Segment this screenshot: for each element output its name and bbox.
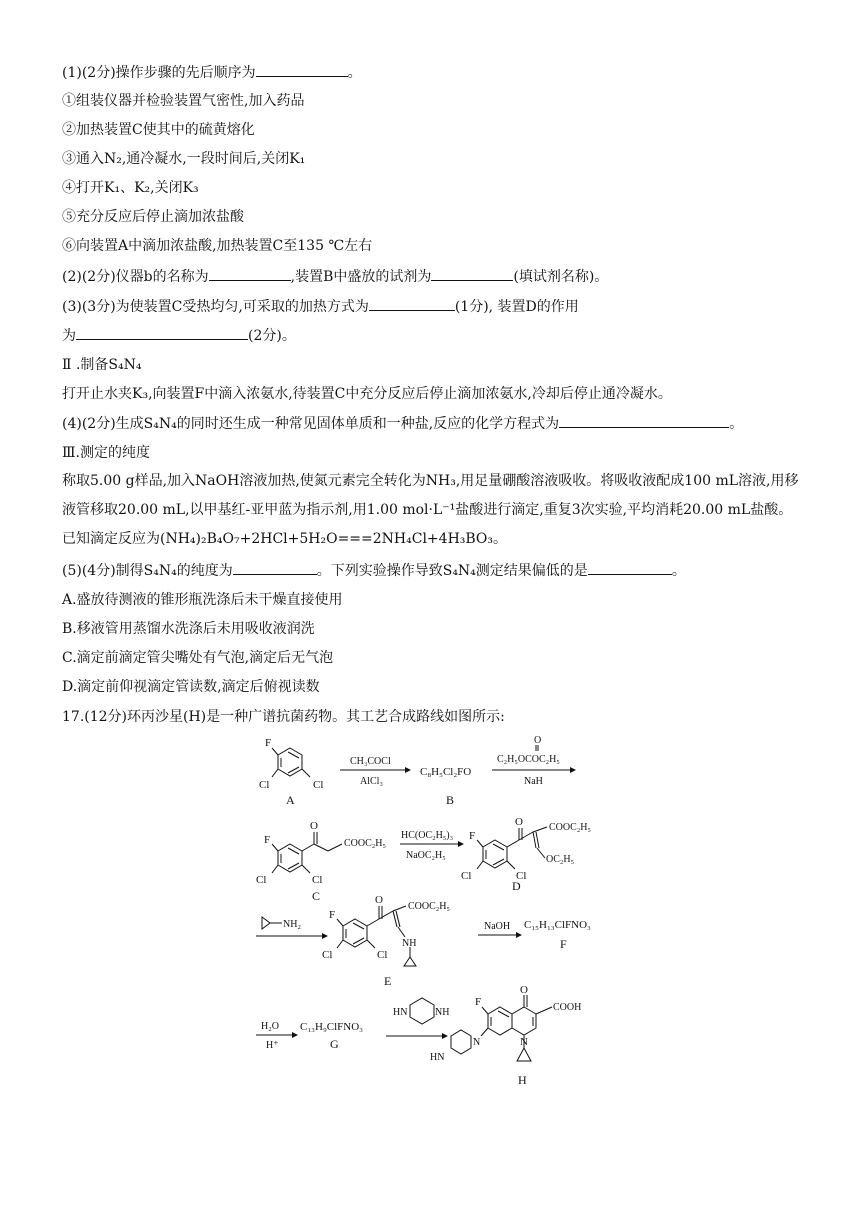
group-ethoxy: OC₂H₅ [546, 854, 575, 865]
section-2-text: 打开止水夹K₃,向装置F中滴入浓氨水,待装置C中充分反应后停止滴加浓氨水,冷却后停止通冷凝水。 [62, 386, 672, 402]
atom-hn: HN [393, 1007, 408, 1018]
group-cooh: COOH [553, 1002, 582, 1013]
q3-prompt [62, 296, 579, 317]
section-3-text: 称取5.00 g样品,加入NaOH溶液加热,使氮元素完全转化为NH₃,用足量硼酸溶液吸收。将吸收液配成100 mL溶液,用移液管移取20.00 mL,以甲基红-亚甲蓝为指示剂,用1.00 mol·L⁻¹盐酸进行滴定,重复3次实验,平均消耗20.00 mL盐酸。已知滴定反应为(NH₄)₂B₄O₇+2HCl+5H₂O===2NH₄Cl+4H₃BO₃。 [62, 473, 799, 547]
atom-o: O [520, 984, 528, 996]
q5-prompt [62, 560, 686, 581]
atom-n: N [473, 1037, 481, 1048]
atom-cl: Cl [322, 949, 333, 961]
q2-part1: (2)(2分)仪器b的名称为 [62, 269, 209, 285]
label-h: H [518, 1073, 527, 1087]
compound-h-structure [430, 984, 581, 1063]
answer-blank[interactable] [233, 560, 317, 575]
q2-prompt [62, 266, 608, 287]
q3-part4: (2分)。 [248, 328, 296, 344]
reagent-orthoformate: HC(OC₂H₅)₃ [401, 830, 454, 841]
group-nh: NH [402, 938, 417, 949]
step-1: ①组装仪器并检验装置气密性,加入药品 [62, 93, 305, 109]
atom-f: F [264, 834, 271, 846]
atom-cl: Cl [312, 874, 323, 886]
compound-e-structure [322, 894, 450, 966]
atom-cl: Cl [461, 870, 472, 882]
section-3-title: Ⅲ.测定的纯度 [62, 445, 150, 461]
q5-part1: (5)(4分)制得S₄N₄的纯度为 [62, 563, 233, 579]
step-5: ⑤充分反应后停止滴加浓盐酸 [62, 209, 244, 225]
option-c: C.滴定前滴定管尖嘴处有气泡,滴定后无气泡 [62, 650, 334, 666]
reagent-naoet: NaOC₂H₅ [406, 850, 446, 861]
option-d: D.滴定前仰视滴定管读数,滴定后俯视读数 [62, 679, 320, 695]
q2-part2: ,装置B中盛放的试剂为 [290, 269, 432, 285]
q1-suffix: 。 [347, 65, 362, 81]
answer-blank[interactable] [369, 296, 455, 311]
label-g: G [330, 1037, 339, 1051]
group-ester: COOC₂H₅ [408, 901, 450, 912]
label-f: F [560, 937, 567, 951]
answer-blank[interactable] [588, 560, 672, 575]
step-3: ③通入N₂,通冷凝水,一段时间后,关闭K₁ [62, 151, 306, 167]
piperazine-reagent [393, 998, 449, 1024]
atom-n: N [520, 1036, 528, 1048]
reagent-water: H₂O [261, 1021, 279, 1032]
atom-f: F [329, 909, 336, 921]
atom-o: O [375, 894, 383, 906]
step-2: ②加热装置C使其中的硫黄熔化 [62, 122, 255, 138]
reagent-alcl3: AlCl₃ [360, 776, 383, 787]
group-ester: COOC₂H₅ [549, 822, 591, 833]
atom-o: O [310, 820, 318, 832]
atom-cl: Cl [259, 779, 270, 791]
step-6: ⑥向装置A中滴加浓盐酸,加热装置C至135 ℃左右 [62, 238, 373, 254]
option-b: B.移液管用蒸馏水洗涤后未用吸收液润洗 [62, 621, 315, 637]
atom-f: F [475, 996, 482, 1008]
label-c: C [312, 889, 321, 903]
label-a: A [286, 793, 295, 807]
atom-cl: Cl [256, 874, 267, 886]
answer-blank[interactable] [76, 325, 248, 340]
group-nh2: NH₂ [283, 919, 301, 930]
synthesis-scheme [0, 732, 860, 1122]
q3-part1: (3)(3分)为使装置C受热均匀,可采取的加热方式为 [62, 299, 369, 315]
q3-prompt-cont [62, 325, 296, 346]
cyclopropylamine-reagent [262, 917, 301, 930]
reagent-diethyl-carbonate: C₂H₅OCOC₂H₅ [497, 754, 560, 765]
atom-f: F [265, 737, 272, 749]
reagent-acid: H⁺ [266, 1040, 279, 1051]
label-d: D [512, 879, 521, 893]
formula-b: C₈H₅Cl₂FO [420, 766, 472, 778]
q3-part3: 为 [62, 328, 76, 344]
atom-f: F [469, 830, 476, 842]
q4-part1: (4)(2分)生成S₄N₄的同时还生成一种常见固体单质和一种盐,反应的化学方程式为 [62, 416, 560, 432]
compound-c-structure [256, 820, 386, 886]
atom-hn: HN [430, 1052, 445, 1063]
q4-part2: 。 [729, 416, 744, 432]
q2-part3: (填试剂名称)。 [513, 269, 609, 285]
answer-blank[interactable] [431, 266, 513, 281]
section-2-title: Ⅱ .制备S₄N₄ [62, 357, 142, 373]
q4-prompt [62, 413, 743, 434]
atom-cl: Cl [313, 779, 324, 791]
reagent-carbonate-o: O [534, 735, 542, 746]
compound-a-structure [259, 737, 323, 791]
compound-d-structure [461, 816, 591, 882]
answer-blank[interactable] [559, 413, 729, 428]
group-ester: COOC₂H₅ [344, 838, 386, 849]
formula-g: C₁₃H₉ClFNO₃ [300, 1021, 364, 1033]
step-4: ④打开K₁、K₂,关闭K₃ [62, 180, 199, 196]
atom-cl: Cl [377, 949, 388, 961]
option-a: A.盛放待测液的锥形瓶洗涤后未干燥直接使用 [62, 592, 343, 608]
q1-prompt [62, 62, 362, 83]
reagent-acetyl-chloride: CH₃COCl [350, 756, 391, 767]
label-b: B [446, 793, 455, 807]
q5-part3: 。 [671, 563, 686, 579]
reagent-nah: NaH [524, 776, 543, 787]
label-e: E [384, 974, 392, 988]
q1-text: (1)(2分)操作步骤的先后顺序为 [62, 65, 256, 81]
atom-nh: NH [435, 1007, 450, 1018]
reagent-naoh: NaOH [484, 921, 511, 932]
q3-part2: (1分), 装置D的作用 [454, 299, 579, 315]
answer-blank[interactable] [256, 62, 348, 77]
q17-prompt: 17.(12分)环丙沙星(H)是一种广谱抗菌药物。其工艺合成路线如图所示: [62, 709, 505, 725]
atom-cl: Cl [516, 870, 527, 882]
answer-blank[interactable] [209, 266, 291, 281]
atom-o: O [515, 816, 523, 828]
q5-part2: 。下列实验操作导致S₄N₄测定结果偏低的是 [316, 563, 588, 579]
formula-f: C₁₅H₁₃ClFNO₃ [524, 919, 591, 931]
